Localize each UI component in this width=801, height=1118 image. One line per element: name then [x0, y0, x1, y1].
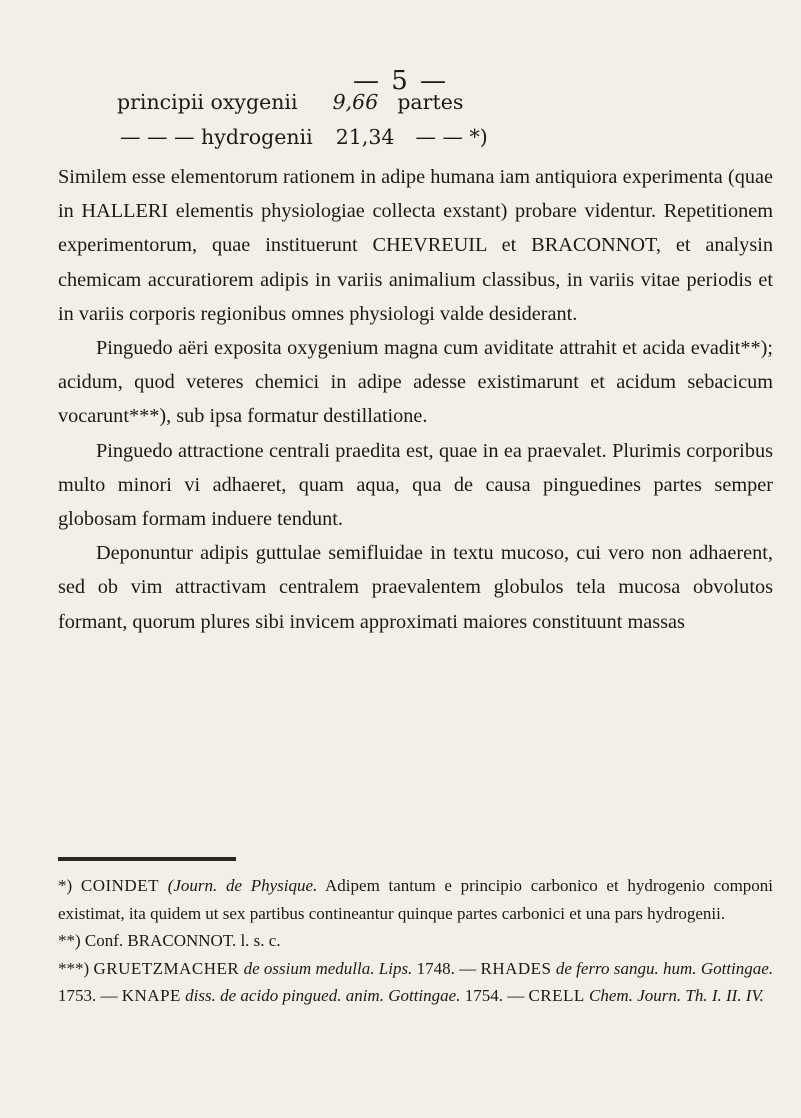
footnotes: [58, 872, 773, 1010]
element-unit: partes: [397, 90, 464, 114]
footnote-1: *) COINDET (Journ. de Physique. Adipem tantum e principio carbonico et hydrogenio componi existimat, ita quidem ut sex partibus contineantur quinque partes carbonici et una pars hydrogenii.: [58, 876, 774, 923]
footnote-rule: [58, 857, 236, 861]
footnote-3: ***) GRUETZMACHER de ossium medulla. Lips. 1748. — RHADES de ferro sangu. hum. Gottingae. 1753. — KNAPE diss. de acido pingued. anim. Gottingae. 1754. — CRELL Chem. Journ. Th. I. II. IV.: [58, 958, 774, 1006]
table-line-hydrogen: [120, 125, 488, 149]
element-label: principii oxygenii: [117, 90, 298, 114]
page-number: — 5 —: [352, 66, 449, 96]
paragraph-3: Pinguedo attractione centrali praedita est, quae in ea praevalet. Plurimis corporibus multo minori vi adhaeret, quam aqua, qua de causa pinguedines partes semper globosam formam induere tendunt.: [58, 439, 773, 531]
footnote-2: **) Conf. BRACONNOT. l. s. c.: [58, 931, 281, 951]
element-value: 9,66: [332, 90, 379, 114]
table-line-oxygen: [117, 90, 463, 114]
footnote-ref: — — *): [415, 125, 488, 149]
main-text: [58, 160, 773, 639]
paragraph-1: Similem esse elementorum rationem in adipe humana iam antiquiora experimenta (quae in HALLERI elementis physiologiae collecta exstant) probare videntur. Repetitionem experimentorum, quae instituerunt CHEVREUIL et BRACONNOT, et analysin chemicam accuratiorem adipis in variis animalium classibus, in variis vitae periodis et in variis corporis regionibus omnes physiologi valde desiderant.: [58, 166, 773, 325]
paragraph-4: Deponuntur adipis guttulae semifluidae in textu mucoso, cui vero non adhaerent, sed ob vim attractivam centralem praevalentem globulos tela mucosa obvolutos formant, quorum plures sibi invicem approximati maiores constituunt massas: [58, 542, 773, 633]
element-value: 21,34: [335, 125, 395, 149]
paragraph-2: Pinguedo aëri exposita oxygenium magna cum aviditate attrahit et acida evadit**); acidum, quod veteres chemici in adipe adesse existimarunt et acidum sebacicum vocarunt***), sub ipsa formatur destillatione.: [58, 337, 773, 428]
element-label: — — — hydrogenii: [120, 125, 313, 149]
